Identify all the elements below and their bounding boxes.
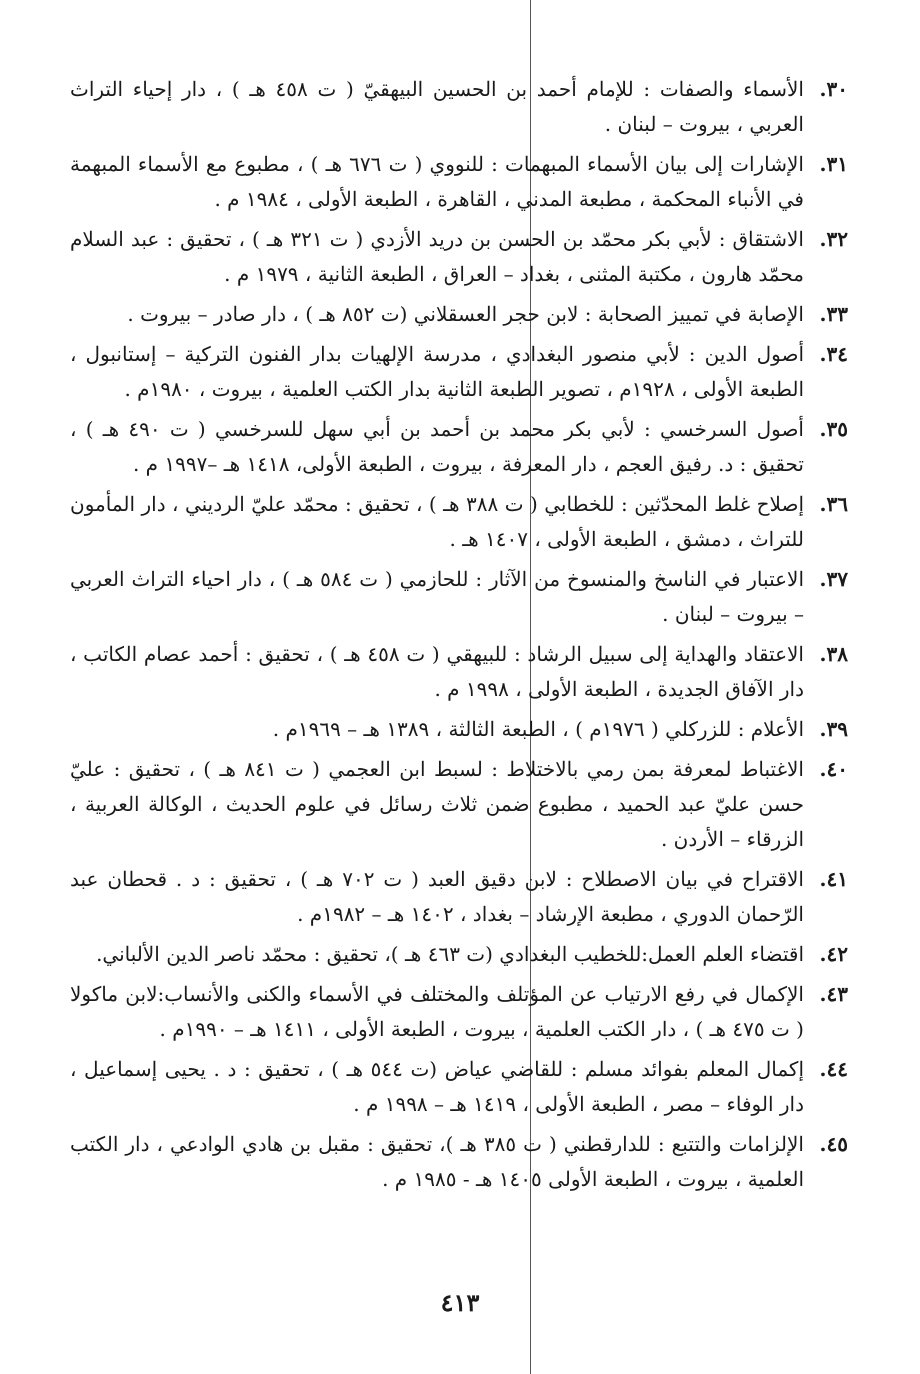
bibliography-entry [70, 1127, 848, 1197]
page-number: ٤١٣ [440, 1288, 480, 1317]
entry-text: الاغتباط لمعرفة بمن رمي بالاختلاط : لسبط ابن العجمي ( ت ٨٤١ هـ ) ، تحقيق : عليّ حسن عليّ عبد الحميد ، مطبوع ضمن ثلاث رسائل في علوم الحديث ، الوكالة العربية ، الزرقاء – الأردن . [70, 757, 804, 851]
entry-number: ٤٥. [819, 1132, 848, 1156]
entry-number: ٣٧. [819, 567, 848, 591]
bibliography-entry [70, 977, 848, 1047]
bibliography-list [70, 72, 848, 1202]
entry-number: ٤٤. [819, 1057, 848, 1081]
bibliography-entry [70, 222, 848, 292]
entry-number: ٤٢. [819, 942, 848, 966]
entry-text: الأسماء والصفات : للإمام أحمد بن الحسين البيهقيّ ( ت ٤٥٨ هـ ) ، دار إحياء التراث العربي ، بيروت – لبنان . [70, 77, 804, 136]
entry-text: الإكمال في رفع الارتياب عن المؤتلف والمختلف في الأسماء والكنى والأنساب:لابن ماكولا ( ت ٤٧٥ هـ ) ، دار الكتب العلمية ، بيروت ، الطبعة الأولى ، ١٤١١ هـ – ١٩٩٠م . [70, 982, 804, 1041]
bibliography-entry [70, 862, 848, 932]
entry-text: الاشتقاق : لأبي بكر محمّد بن الحسن بن دريد الأزدي ( ت ٣٢١ هـ ) ، تحقيق : عبد السلام محمّد هارون ، مكتبة المثنى ، بغداد – العراق ، الطبعة الثانية ، ١٩٧٩ م . [70, 227, 804, 286]
entry-number: ٣٢. [819, 227, 848, 251]
bibliography-entry [70, 712, 848, 747]
entry-text: الاعتقاد والهداية إلى سبيل الرشاد : للبيهقي ( ت ٤٥٨ هـ ) ، تحقيق : أحمد عصام الكاتب ، دار الآفاق الجديدة ، الطبعة الأولى ، ١٩٩٨ م . [70, 642, 804, 701]
entry-text: إصلاح غلط المحدّثين : للخطابي ( ت ٣٨٨ هـ ) ، تحقيق : محمّد عليّ الرديني ، دار المأمون للتراث ، دمشق ، الطبعة الأولى ، ١٤٠٧ هـ . [70, 492, 804, 551]
entry-text: الاعتبار في الناسخ والمنسوخ من الآثار : للحازمي ( ت ٥٨٤ هـ ) ، دار احياء التراث العربي – بيروت – لبنان . [70, 567, 804, 626]
entry-number: ٤١. [819, 867, 848, 891]
entry-text: الإشارات إلى بيان الأسماء المبهمات : للنووي ( ت ٦٧٦ هـ ) ، مطبوع مع الأسماء المبهمة في الأنباء المحكمة ، مطبعة المدني ، القاهرة ، الطبعة الأولى ، ١٩٨٤ م . [70, 152, 804, 211]
entry-text: الإلزامات والتتبع : للدارقطني ( ت ٣٨٥ هـ )، تحقيق : مقبل بن هادي الوادعي ، دار الكتب العلمية ، بيروت ، الطبعة الأولى ١٤٠٥ هـ - ١٩٨٥ م . [70, 1132, 804, 1191]
entry-number: ٣٦. [819, 492, 848, 516]
entry-number: ٣١. [819, 152, 848, 176]
bibliography-entry [70, 337, 848, 407]
entry-text: الأعلام : للزركلي ( ١٩٧٦م ) ، الطبعة الثالثة ، ١٣٨٩ هـ – ١٩٦٩م . [272, 717, 804, 741]
entry-text: أصول السرخسي : لأبي بكر محمد بن أحمد بن أبي سهل للسرخسي ( ت ٤٩٠ هـ ) ، تحقيق : د. رفيق العجم ، دار المعرفة ، بيروت ، الطبعة الأولى، ١٤١٨ هـ –١٩٩٧ م . [70, 417, 804, 476]
entry-number: ٣٤. [819, 342, 848, 366]
bibliography-entry [70, 412, 848, 482]
entry-text: إكمال المعلم بفوائد مسلم : للقاضي عياض (ت ٥٤٤ هـ ) ، تحقيق : د . يحيى إسماعيل ، دار الوفاء – مصر ، الطبعة الأولى ، ١٤١٩ هـ – ١٩٩٨ م . [70, 1057, 804, 1116]
bibliography-entry [70, 72, 848, 142]
entry-text: أصول الدين : لأبي منصور البغدادي ، مدرسة الإلهيات بدار الفنون التركية – إستانبول ، الطبعة الأولى ، ١٩٢٨م ، تصوير الطبعة الثانية بدار الكتب العلمية ، بيروت ، ١٩٨٠م . [70, 342, 804, 401]
bibliography-entry [70, 297, 848, 332]
entry-text: الإصابة في تمييز الصحابة : لابن حجر العسقلاني (ت ٨٥٢ هـ ) ، دار صادر – بيروت . [127, 302, 804, 326]
entry-text: الاقتراح في بيان الاصطلاح : لابن دقيق العبد ( ت ٧٠٢ هـ ) ، تحقيق : د . قحطان عبد الرّحمان الدوري ، مطبعة الإرشاد – بغداد ، ١٤٠٢ هـ – ١٩٨٢م . [70, 867, 804, 926]
entry-number: ٣٨. [819, 642, 848, 666]
bibliography-entry [70, 562, 848, 632]
bibliography-entry [70, 752, 848, 857]
entry-number: ٤٠. [819, 757, 848, 781]
bibliography-entry [70, 637, 848, 707]
entry-number: ٣٥. [819, 417, 848, 441]
entry-text: اقتضاء العلم العمل:للخطيب البغدادي (ت ٤٦٣ هـ )، تحقيق : محمّد ناصر الدين الألباني. [96, 942, 804, 966]
entry-number: ٣٠. [819, 77, 848, 101]
bibliography-entry [70, 1052, 848, 1122]
bibliography-entry [70, 937, 848, 972]
entry-number: ٣٣. [819, 302, 848, 326]
entry-number: ٤٣. [819, 982, 848, 1006]
bibliography-entry [70, 147, 848, 217]
bibliography-entry [70, 487, 848, 557]
entry-number: ٣٩. [819, 717, 848, 741]
